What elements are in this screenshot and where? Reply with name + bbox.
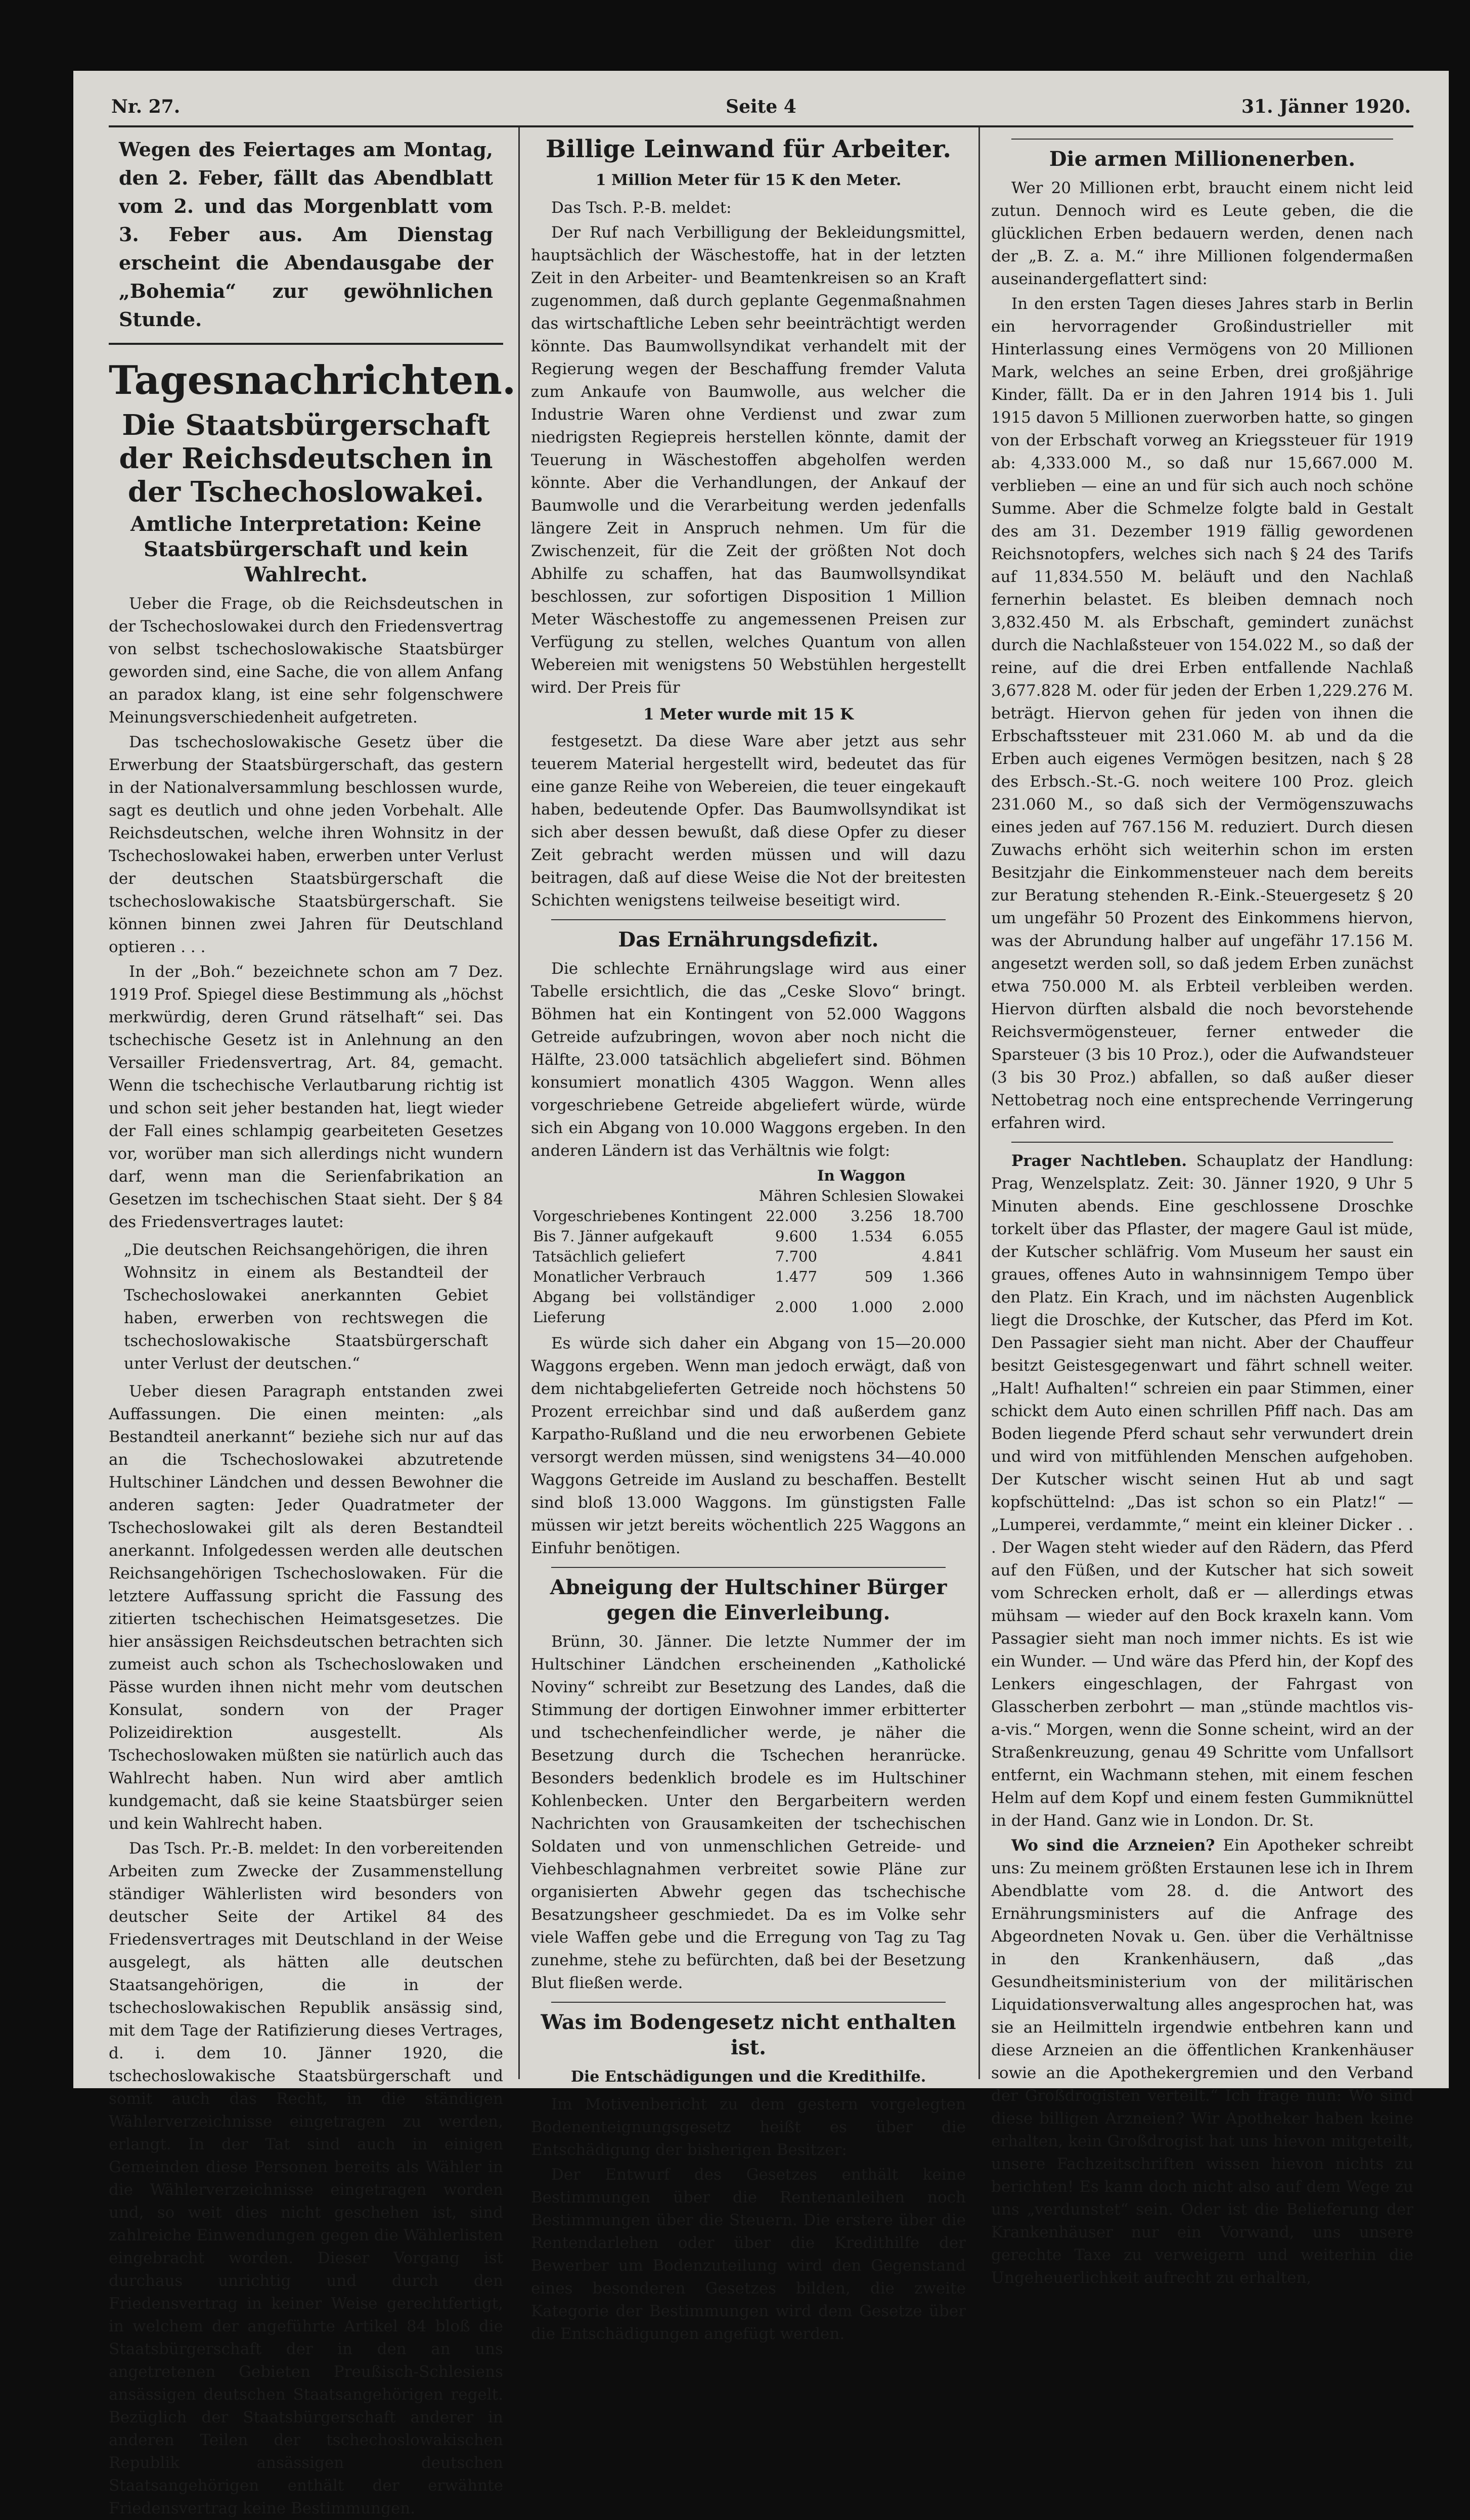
article-title: Billige Leinwand für Arbeiter.: [545, 135, 952, 163]
page-header: [111, 96, 1411, 126]
table-row: Vorgeschriebenes Kontingent 22.000 3.256 18.700: [533, 1207, 964, 1225]
divider: [551, 2002, 946, 2003]
article-subtitle: 1 Million Meter für 15 K den Meter.: [595, 171, 902, 189]
paragraph: Ueber diesen Paragraph entstanden zwei Auffassungen. Die einen meinten: „als Bestandteil anerkannt“ beziehe sich nur auf das an die Tschechoslowakei abzutretende Hultschiner Ländchen und dessen Bewohner die anderen sagten: Jeder Quadratmeter der Tschechoslowakei gilt als deren Bestandteil anerkannt. Infolgedessen werden alle deutschen Reichsangehörigen Tschechoslowaken. Für die letztere Auffassung spricht die Fassung des zitierten tschechischen Heimatsgesetzes. Die hier ansässigen Reichsdeutschen betrachten sich zumeist auch schon als Tschechoslowaken und Pässe wurden ihnen nicht mehr vom deutschen Konsulat, sondern von der Prager Polizeidirektion ausgestellt. Als Tschechoslowaken müßten sie natürlich auch das Wahlrecht haben. Nun wird aber amtlich kundgemacht, daß sie keine Staatsbürger seien und kein Wahlrecht haben.: [109, 1382, 503, 1833]
paragraph: Das Tsch. P.-B. meldet:: [551, 199, 732, 217]
paragraph: Es würde sich daher ein Abgang von 15—20.000 Waggons ergeben. Wenn man jedoch erwägt, daß von dem nichtabgelieferten Getreide noch höchstens 50 Prozent erreichbar sind und daß außerdem ganz Karpatho-Rußland und die neu erworbenen Gebiete versorgt werden müssen, sind wenigstens 34—40.000 Waggons Getreide im Ausland zu beschaffen. Bestellt sind bloß 13.000 Waggons. Im günstigsten Falle müssen wir jetzt bereits wöchentlich 225 Waggons an Einfuhr benötigen.: [531, 1334, 966, 1557]
column-divider-1: [518, 127, 520, 2079]
article-title: Abneigung der Hultschiner Bürger gegen die Einverleibung.: [550, 1576, 947, 1625]
column-header: Mähren: [759, 1187, 818, 1204]
table-header-row: [531, 1186, 966, 1206]
divider: [551, 919, 946, 920]
page-number: Seite 4: [726, 96, 796, 117]
inline-title: Prager Nachtleben.: [1011, 1152, 1187, 1170]
column-divider-2: [978, 127, 980, 2079]
column-2: [531, 131, 966, 2343]
paragraph: [991, 1834, 1413, 2289]
divider: [109, 343, 503, 345]
paragraph: [991, 1150, 1413, 1832]
article-subtitle: Die Entschädigungen und die Kredithilfe.: [570, 2068, 926, 2086]
table-row: Abgang bei vollständiger Lieferung 2.000 1.000 2.000: [533, 1288, 964, 1326]
article-subtitle: Amtliche Interpretation: Keine Staatsbürgerschaft und kein Wahlrecht.: [130, 512, 481, 587]
column-3: [991, 131, 1414, 2287]
article-title: Was im Bodengesetz nicht enthalten ist.: [541, 2010, 956, 2059]
article-title: Die Staatsbürgerschaft der Reichsdeutschen in der Tschechoslowakei.: [119, 409, 493, 509]
article-title: Das Ernährungsdefizit.: [618, 928, 879, 952]
paragraph-text: Ein Apotheker schreibt uns: Zu meinem größten Erstaunen lese ich in Ihrem Abendblatte vom 28. d. die Antwort des Ernährungsministers auf die Anfrage des Abgeordneten Novak u. Gen. über die Verhältnisse in den Krankenhäusern, daß „das Gesundheitsministerium von der militärischen Liquidationsverwaltung alles angesprochen hat, was sie an Heilmitteln irgendwie entbehren kann und diese Arzneien an die öffentlichen Krankenhäuser sowie an die Apothekergremien und den Verband der Großdrogisten verteilt.“ Ich frage nun: Wo sind diese billigen Arzneien? Wir Apotheker haben keine erhalten, kein Großdrogist hat uns hievon mitgeteilt, unsere Fachzeitschriften wissen hievon nichts zu berichten! Es kann doch nicht also auf dem Wege zu uns „verdunstet“ sein. Oder ist die Belieferung der Krankenhäuser nur ein Vorwand, uns unsere gerechte Taxe zu verweigern und weiterhin die Ungeheuerlichkeit aufrecht zu erhalten,: [991, 1836, 1413, 2287]
paragraph: Das Tsch. Pr.-B. meldet: In den vorbereitenden Arbeiten zum Zwecke der Zusammenstellung ständiger Wählerlisten wird besonders von deutscher Seite der Artikel 84 des Friedensvertrages mit Deutschland in der Weise ausgelegt, als hätten alle deutschen Staatsangehörigen, die in der tschechoslowakischen Republik ansässig sind, mit dem Tage der Ratifizierung dieses Vertrages, d. i. dem 10. Jänner 1920, die tschechoslowakische Staatsbürgerschaft und somit auch das Recht, in die ständigen Wählerverzeichnisse eingetragen zu werden, erlangt. In der Tat sind auch in einigen Gemeinden diese Personen bereits als Wähler in die Wählerverzeichnisse eingetragen worden und, so weit dies nicht geschehen ist, sind zahlreiche Einwendungen gegen die Wählerlisten eingebracht worden. Dieser Vorgang ist durchaus unrichtig und durch den Friedensvertrag in keiner Weise gerechtfertigt, in welchem der angeführte Artikel 84 bloß die Staatsbürgerschaft der in den an uns angetretenen Gebieten Preußisch-Schlesiens ansässigen deutschen Staatsangehörigen regelt. Bezüglich der Staatsbürgerschaft anderer in anderen Teilen der tschechoslowakischen Republik ansässigen deutschen Staatsangehörigen enthält der erwähnte Friedensvertrag keine Bestimmungen.: [109, 1839, 503, 2517]
paragraph: Brünn, 30. Jänner. Die letzte Nummer der im Hultschiner Ländchen erscheinenden „Katholické Noviny“ schreibt zur Besetzung des Landes, daß die Stimmung der dortigen Einwohner immer erbitterter und tschechenfeindlicher werde, je näher die Besetzung durch die Tschechen heranrücke. Besonders bedenklich brodele es im Hultschiner Kohlenbecken. Unter den Bergarbeitern werden Nachrichten von Grausamkeiten der tschechischen Soldaten und von unmenschlichen Getreide- und Viehbeschlagnahmen verbreitet sowie Pläne zur organisierten Abwehr gegen das tschechische Besatzungsheer geschmiedet. Da es im Volke sehr viele Waffen gebe und die Erregung von Tag zu Tag zunehme, stehe zu befürchten, daß bei der Besetzung Blut fließen werde.: [531, 1633, 966, 1992]
paragraph: Ueber die Frage, ob die Reichsdeutschen in der Tschechoslowakei durch den Friedensvertrag von selbst tschechoslowakische Staatsbürger geworden sind, eine Sache, die von allem Anfang an paradox klang, ist eine sehr folgenschwere Meinungsverschiedenheit aufgetreten.: [109, 595, 504, 727]
signature: Dr. St.: [1263, 1812, 1314, 1830]
price-line: 1 Meter wurde mit 15 K: [643, 705, 854, 724]
divider: [551, 1567, 946, 1568]
inline-title: Wo sind die Arzneien?: [1011, 1836, 1215, 1855]
paragraph: In den ersten Tagen dieses Jahres starb in Berlin ein hervorragender Großindustrieller mit Hinterlassung eines Vermögens von 20 Millionen Mark, welches an seine Erben, drei großjährige Kinder, fällt. Da er in den Jahren 1914 bis 1. Juli 1915 davon 5 Millionen zuerworben hatte, so gingen von der Erbschaft vorweg an Kriegssteuer für 1919 ab: 4,333.000 M., so daß nur 15,667.000 M. verblieben — eine an und für sich auch noch schöne Summe. Aber die Schmelze folgte bald in Gestalt des am 31. Dezember 1919 fällig gewordenen Reichsnotopfers, welches sich nach § 24 des Tarifs auf 11,834.550 M. beläuft und den Nachlaß fernerhin belastet. Es bleiben demnach noch 3,832.450 M. als Erbschaft, gemindert zunächst durch die Nachlaßsteuer von 154.022 M., so daß der reine, auf die drei Erben entfallende Nachlaß 3,677.828 M. oder für jeden der Erben 1,229.276 M. beträgt. Hiervon gehen für jeden von ihnen die Erbschaftssteuer mit 231.060 M. ab und da die Erben auch eigenes Vermögen besitzen, nach § 28 des Erbsch.-St.-G. noch weitere 100 Proz. gleich 231.060 M., so daß sich der Vermögenszuwachs eines jeden auf 767.156 M. reduziert. Durch diesen Zuwachs erhöht sich weiterhin schon im ersten Besitzjahr die Einkommensteuer nach dem bereits zur Beratung stehenden R.-Eink.-Steuergesetz § 20 um ungefähr 50 Prozent des Einkommens hiervon, was der Abrundung halber auf ungefähr 17.156 M. angesetzt werden soll, so daß jedem Erben zunächst etwa 750.000 M. als Erbteil verbleiben werden. Hiervon dürften alsbald die noch bevorstehende Reichsvermögensteuer, ferner entweder die Sparsteuer (3 bis 10 Proz.), oder die Aufwandsteuer (3 bis 30 Proz.) abfallen, so daß außer dieser Nettobetrag noch eine entsprechende Verringerung erfahren wird.: [991, 295, 1413, 1132]
holiday-notice: Wegen des Feiertages am Montag, den 2. Feber, fällt das Abendblatt vom 2. und das Morgenblatt vom 3. Feber aus. Am Dienstag erscheint die Abendausgabe der „Bohemia“ zur gewöhnlichen Stunde.: [119, 138, 493, 331]
paragraph: Wer 20 Millionen erbt, braucht einem nicht leid zutun. Dennoch wird es Leute geben, die die glücklichen Erben bedauern werden, denen nach der „B. Z. a. M.“ ihre Millionen folgendermaßen auseinandergeflattert sind:: [991, 179, 1413, 288]
grain-table: [531, 1165, 966, 1327]
paragraph: Der Ruf nach Verbilligung der Bekleidungsmittel, hauptsächlich der Wäschestoffe, hat in der letzten Zeit in den Arbeiter- und Beamtenkreisen so an Kraft zugenommen, daß durch geplante Gegenmaßnahmen das wirtschaftliche Leben sehr beeinträchtigt werden könnte. Das Baumwollsyndikat verhandelt mit der Regierung wegen der Beschaffung fremder Valuta zum Ankaufe von Baumwolle, aus welcher die Industrie Waren ohne Verdienst und zwar zum niedrigsten Regiepreis herstellen könnte, damit der Teuerung in Wäschestoffen abgeholfen werden könnte. Aber die Verhandlungen, der Ankauf der Baumwolle und die Verarbeitung werden jedenfalls längere Zeit in Anspruch nehmen. Um für die Zwischenzeit, für die Zeit der größten Not doch Abhilfe zu schaffen, hat das Baumwollsyndikat beschlossen, zur sofortigen Disposition 1 Million Meter Wäschestoffe zu angemessenen Preisen zur Verfügung zu stellen, welches Quantum von allen Webereien mit wenigstens 50 Webstühlen hergestellt wird. Der Preis für: [531, 223, 966, 697]
column-header: Schlesien: [821, 1187, 893, 1204]
table-row: Tatsächlich geliefert 7.700 4.841: [533, 1248, 964, 1265]
table-row: Bis 7. Jänner aufgekauft 9.600 1.534 6.055: [533, 1228, 964, 1245]
column-1: [109, 131, 516, 2517]
divider: [1011, 1142, 1393, 1143]
column-header: Slowakei: [897, 1187, 964, 1204]
table-row: Monatlicher Verbrauch 1.477 509 1.366: [533, 1268, 964, 1285]
newspaper-page: [73, 71, 1449, 2517]
paragraph: festgesetzt. Da diese Ware aber jetzt aus sehr teuerem Material hergestellt wird, bedeutet das für eine ganze Reihe von Webereien, die teuer eingekauft haben, bedeutende Opfer. Das Baumwollsyndikat ist sich aber dessen bewußt, daß diese Opfer zu dieser Zeit gebracht werden müssen und will dazu beitragen, daß auf diese Weise die Not der breitesten Schichten wenigstens teilweise beseitigt wird.: [531, 732, 966, 910]
paragraph-text: Schauplatz der Handlung: Prag, Wenzelsplatz. Zeit: 30. Jänner 1920, 9 Uhr 5 Minuten abends. Eine geschlossene Droschke torkelt über das Pflaster, der magere Gaul ist müde, der Kutscher schläfrig. Vom Museum her saust ein graues, offenes Auto in wahnsinnigem Tempo über den Platz. Ein Krach, und im nächsten Augenblick liegt die Droschke, der Kutscher, das Pferd im Kot. Den Passagier sieht man nicht. Aber der Chauffeur besitzt Geistesgegenwart und fährt schnell weiter. „Halt! Aufhalten!“ schreien ein paar Stimmen, einer schickt dem Auto einen schrillen Pfiff nach. Das am Boden liegende Pferd schaut sehr verwundert drein und wird von mitfühlenden Menschen aufgehoben. Der Kutscher wischt seinen Hut ab und sagt kopfschüttelnd: „Das ist schon so ein Platz!“ — „Lumperei, verdammte,“ meint ein kleiner Dicker . . . Der Wagen steht wieder auf den Rädern, das Pferd auf den Füßen, und der Kutscher hat sich soweit vom Schrecken erholt, daß er — allerdings etwas mühsam — wieder auf den Bock kraxeln kann. Vom Passagier sieht man noch immer nichts. Es ist wie ein Wunder. — Und wäre das Pferd hin, der Kopf des Lenkers eingeschlagen, der Fahrgast von Glasscherben zerbohrt — man „stünde machtlos vis-a-vis.“ Morgen, wenn die Sonne scheint, wird an der Straßenkreuzung, genau 49 Schritte vom Unfallsort entfernt, ein Wachmann stehen, mit einem feschen Helm auf dem Kopf und einem festen Gummiknüttel in der Hand. Ganz wie in London.: [991, 1152, 1414, 1830]
header-rule: [109, 125, 1413, 127]
quotation: „Die deutschen Reichsangehörigen, die ihren Wohnsitz in einem als Bestandteil der Tschechoslowakei anerkannten Gebiet haben, erwerben von rechtswegen die tschechoslowakische Staatsbürgerschaft unter Verlust der deutschen.“: [124, 1241, 488, 1373]
paragraph: Der Entwurf des Gesetzes enthält keine Bestimmungen über die Rentenanleihen noch Bestimmungen über die Steuern. Die erstere über die Rentendarlehen oder über die Kredithilfe der Bewerber um Bodenzuteilung wird den Gegenstand eines besonderen Gesetzes bilden, die zweite Kategorie der Bestimmungen wird dem Gesetze über die Entschädigungen angefügt werden.: [531, 2166, 966, 2343]
table-caption: In Waggon: [817, 1167, 906, 1184]
divider: [1011, 139, 1393, 140]
issue-number: Nr. 27.: [111, 96, 181, 117]
paragraph: Das tschechoslowakische Gesetz über die Erwerbung der Staatsbürgerschaft, das gestern in der Nationalversammlung beschlossen wurde, sagt es deutlich und ohne jeden Vorbehalt. Alle Reichsdeutschen, welche ihren Wohnsitz in der Tschechoslowakei haben, erwerben unter Verlust der deutschen Staatsbürgerschaft die tschechoslowakische Staatsbürgerschaft. Sie können binnen zwei Jahren für Deutschland optieren . . .: [109, 733, 503, 956]
paragraph: Im Motivenbericht zu dem gestern vorgelegten Bodenenteignungsgesetz heißt es über die Entschädigung der bisherigen Besitzer:: [531, 2095, 966, 2159]
issue-date: 31. Jänner 1920.: [1241, 96, 1411, 117]
paragraph: In der „Boh.“ bezeichnete schon am 7 Dez. 1919 Prof. Spiegel diese Bestimmung als „höchst merkwürdig, deren Grund rätselhaft“ sei. Das tschechische Gesetz ist in Anlehnung an den Versailler Friedensvertrag, Art. 84, gemacht. Wenn die tschechische Verlautbarung richtig ist und schon seit jeher bestanden hat, liegt wieder der Fall eines schlampig gearbeiteten Gesetzes vor, worüber man sich allerdings nicht wundern darf, wenn man die Serienfabrikation an Gesetzen im tschechischen Staat sieht. Der § 84 des Friedensvertrages lautet:: [109, 963, 503, 1231]
section-heading: Tagesnachrichten.: [109, 357, 516, 403]
paragraph: Die schlechte Ernährungslage wird aus einer Tabelle ersichtlich, die das „Ceske Slovo“ bringt. Böhmen hat ein Kontingent von 52.000 Waggons Getreide aufzubringen, wovon aber noch nicht die Hälfte, 23.000 tatsächlich abgeliefert sind. Böhmen konsumiert monatlich 4305 Waggon. Wenn alles vorgeschriebene Getreide abgeliefert würde, würde sich ein Abgang von 10.000 Waggons ergeben. In den anderen Ländern ist das Verhältnis wie folgt:: [531, 960, 966, 1160]
article-title: Die armen Millionenerben.: [1049, 147, 1356, 171]
